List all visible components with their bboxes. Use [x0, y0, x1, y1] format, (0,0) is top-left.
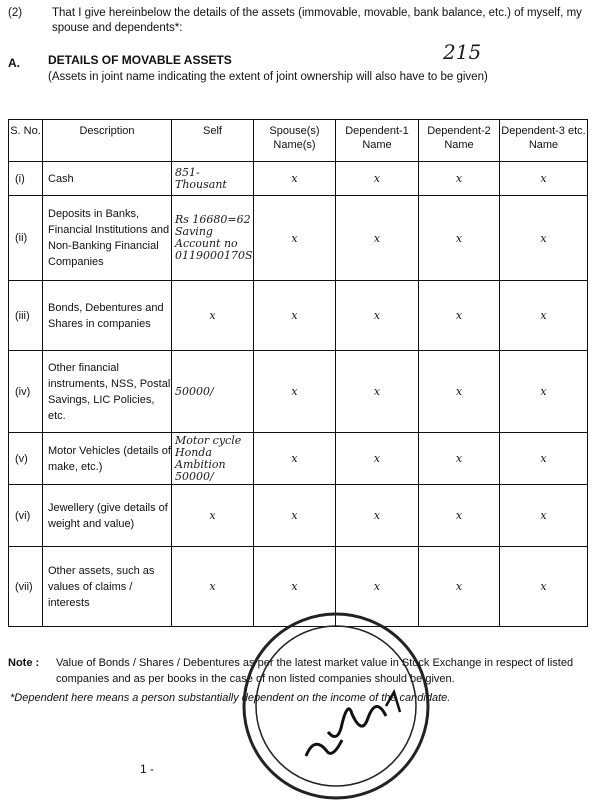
- cell-dep2: x: [419, 433, 500, 485]
- cell-self: x: [172, 547, 254, 627]
- cell-dep3: x: [500, 547, 588, 627]
- cell-dep3: x: [500, 281, 588, 351]
- cell-description: Other financial instruments, NSS, Postal Savings, LIC Policies, etc.: [43, 351, 172, 433]
- cell-spouse: x: [254, 485, 336, 547]
- bottom-mark: 1 -: [140, 762, 155, 776]
- header-dependent-2: Dependent-2 Name: [419, 120, 500, 162]
- notary-seal-stamp: [236, 606, 436, 806]
- cell-sno: (vii): [9, 547, 43, 627]
- movable-assets-table: [8, 119, 588, 627]
- table-row: [9, 162, 588, 196]
- table-header-row: [9, 120, 588, 162]
- cell-sno: (i): [9, 162, 43, 196]
- cell-self: [172, 433, 254, 485]
- note-text: Value of Bonds / Shares / Debentures as per the latest market value in Stock Exchange in respect of listed companies and as per books in the case of non listed companies should be given.: [56, 657, 574, 685]
- cell-dep3: x: [500, 162, 588, 196]
- cell-self: x: [172, 281, 254, 351]
- table-row: [9, 196, 588, 281]
- cell-spouse: x: [254, 281, 336, 351]
- cell-sno: (vi): [9, 485, 43, 547]
- cell-spouse: x: [254, 162, 336, 196]
- cell-spouse: x: [254, 351, 336, 433]
- cell-sno: (iii): [9, 281, 43, 351]
- cell-dep2: x: [419, 351, 500, 433]
- cell-spouse: x: [254, 196, 336, 281]
- cell-sno: (v): [9, 433, 43, 485]
- table-row: [9, 351, 588, 433]
- cell-dep3: x: [500, 433, 588, 485]
- cell-self: [172, 351, 254, 433]
- header-description: Description: [43, 120, 172, 162]
- note-label: Note :: [8, 657, 40, 669]
- cell-sno: (ii): [9, 196, 43, 281]
- cell-dep2: x: [419, 196, 500, 281]
- cell-description: Other assets, such as values of claims / interests: [43, 547, 172, 627]
- header-self: Self: [172, 120, 254, 162]
- cell-dep2: x: [419, 281, 500, 351]
- section-subtitle: (Assets in joint name indicating the extent of joint ownership will also have to be given): [48, 71, 488, 83]
- cell-dep1: x: [336, 162, 419, 196]
- cell-self: x: [172, 485, 254, 547]
- cell-dep2: x: [419, 547, 500, 627]
- cell-description: Cash: [43, 162, 172, 196]
- self-handwritten-value: 50000/: [175, 384, 214, 398]
- cell-dep3: x: [500, 196, 588, 281]
- intro-number: (2): [8, 7, 23, 19]
- cell-dep1: x: [336, 281, 419, 351]
- cell-self: [172, 162, 254, 196]
- header-sno: S. No.: [9, 120, 43, 162]
- header-dependent-3: Dependent-3 etc. Name: [500, 120, 588, 162]
- cell-dep1: x: [336, 433, 419, 485]
- cell-spouse: x: [254, 433, 336, 485]
- section-title: DETAILS OF MOVABLE ASSETS: [48, 53, 232, 67]
- cell-description: Deposits in Banks, Financial Institutions and Non-Banking Financial Companies: [43, 196, 172, 281]
- header-spouse: Spouse(s) Name(s): [254, 120, 336, 162]
- cell-spouse: x: [254, 547, 336, 627]
- cell-dep3: x: [500, 485, 588, 547]
- cell-dep3: x: [500, 351, 588, 433]
- cell-dep1: x: [336, 485, 419, 547]
- header-dependent-1: Dependent-1 Name: [336, 120, 419, 162]
- cell-dep1: x: [336, 351, 419, 433]
- cell-dep2: x: [419, 485, 500, 547]
- table-row: [9, 433, 588, 485]
- cell-dep1: x: [336, 547, 419, 627]
- footnote: *Dependent here means a person substantially dependent on the income of the candidate.: [10, 692, 451, 704]
- cell-self: [172, 196, 254, 281]
- self-handwritten-value: 851- Thousant: [175, 165, 227, 191]
- cell-description: Motor Vehicles (details of make, etc.): [43, 433, 172, 485]
- section-label: A.: [8, 56, 20, 70]
- intro-text: That I give hereinbelow the details of the assets (immovable, movable, bank balance, etc.) of myself, my spouse and dependents*:: [52, 7, 582, 34]
- cell-description: Bonds, Debentures and Shares in companies: [43, 281, 172, 351]
- self-handwritten-value: Motor cycle Honda Ambition 50000/: [175, 433, 242, 483]
- cell-dep1: x: [336, 196, 419, 281]
- cell-sno: (iv): [9, 351, 43, 433]
- cell-dep2: x: [419, 162, 500, 196]
- table-row: [9, 485, 588, 547]
- table-row: [9, 281, 588, 351]
- cell-description: Jewellery (give details of weight and value): [43, 485, 172, 547]
- handwritten-page-mark: 215: [443, 40, 482, 64]
- self-handwritten-value: Rs 16680=62 Saving Account no 0119000170S: [175, 213, 253, 262]
